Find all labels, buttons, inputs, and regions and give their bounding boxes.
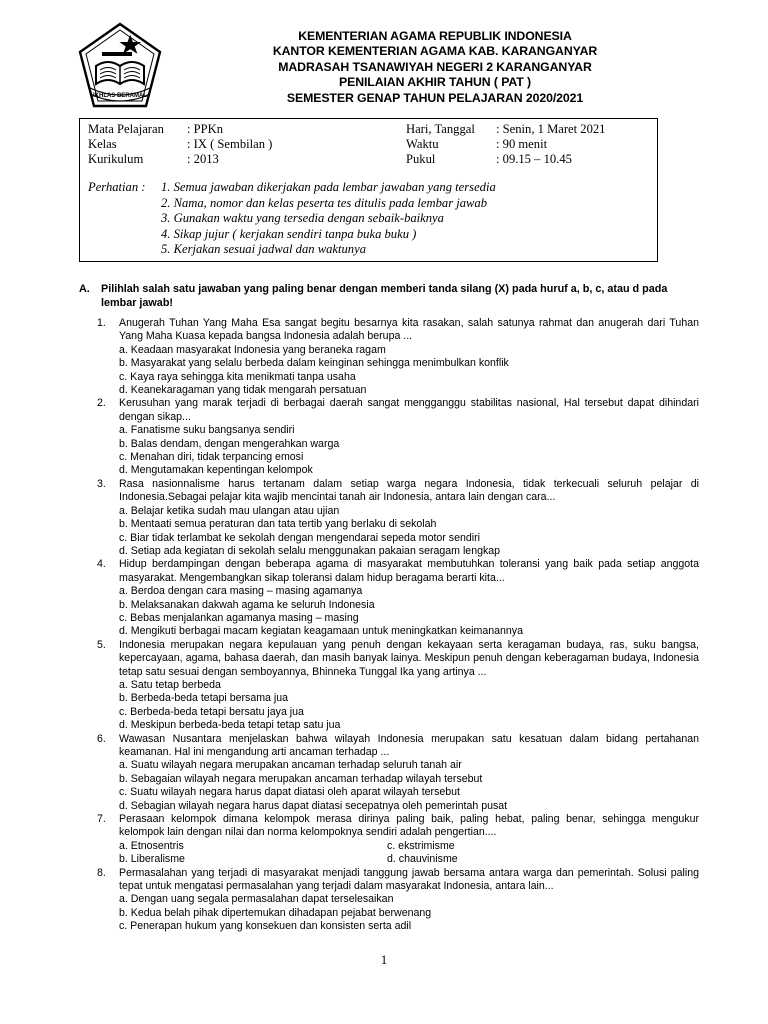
exam-info-box <box>79 118 658 262</box>
header-semester: SEMESTER GENAP TAHUN PELAJARAN 2020/2021 <box>286 90 584 105</box>
header-office: KANTOR KEMENTERIAN AGAMA KAB. KARANGANYAR <box>272 44 598 59</box>
option-b: b. Liberalisme <box>119 853 185 866</box>
option-a: a. Etnosentris <box>119 839 184 852</box>
option-c: c. Menahan diri, tidak terpancing emosi <box>119 451 304 464</box>
option-b: b. Berbeda-beda tetapi bersama jua <box>119 692 289 705</box>
question-number: 5. <box>97 638 106 651</box>
logo-motto: IKHLAS BERAMAL <box>93 93 147 99</box>
option-c: c. Suatu wilayah negara harus dapat diatasi oleh aparat wilayah tersebut <box>119 786 460 799</box>
instruction-item: 1. Semua jawaban dikerjakan pada lembar jawaban yang tersedia <box>161 180 496 194</box>
option-b: b. Kedua belah pihak dipertemukan dihadapan pejabat berwenang <box>119 906 432 919</box>
option-c: c. Biar tidak terlambat ke sekolah dengan mengendarai sepeda motor sendiri <box>119 531 480 544</box>
option-grid <box>119 840 699 867</box>
option-d: d. Meskipun berbeda-beda tetapi tetap satu jua <box>119 719 341 732</box>
question-text: Anugerah Tuhan Yang Maha Esa sangat begitu besarnya kita rasakan, salah satunya rahmat dan anugerah dari Tuhan Yang Maha Kuasa kepada bangsa Indonesia adalah berupa ... <box>119 317 699 343</box>
time-label: Pukul <box>406 152 436 166</box>
subject-value: : PPKn <box>187 122 224 136</box>
header-ministry: KEMENTERIAN AGAMA REPUBLIK INDONESIA <box>298 29 572 43</box>
duration-value: : 90 menit <box>496 137 548 151</box>
question-number: 8. <box>97 866 106 879</box>
option-d: d. Setiap ada kegiatan di sekolah selalu menggunakan pakaian seragam lengkap <box>119 544 501 557</box>
question-list <box>97 317 699 934</box>
kemenag-emblem-icon <box>76 22 164 110</box>
question-7 <box>97 813 699 867</box>
option-a: a. Belajar ketika sudah mau ulangan atau ujian <box>119 504 340 517</box>
section-letter: A. <box>79 283 90 295</box>
question-number: 6. <box>97 732 106 745</box>
instruction-item: 5. Kerjakan sesuai jadwal dan waktunya <box>161 242 366 256</box>
class-label: Kelas <box>88 137 117 151</box>
option-c: c. Penerapan hukum yang konsekuen dan konsisten serta adil <box>119 920 412 933</box>
instruction-item: 4. Sikap jujur ( kerjakan sendiri tanpa buka buku ) <box>161 226 417 241</box>
option-c: c. ekstrimisme <box>387 839 455 852</box>
question-text: Wawasan Nusantara menjelaskan bahwa wilayah Indonesia merupakan satu kesatuan dalam bidang pertahanan keamanan. Hal ini mengandung arti ancaman terhadap ... <box>119 732 699 758</box>
option-c: c. Kaya raya sehingga kita menikmati tanpa usaha <box>119 370 356 383</box>
class-value: : IX ( Sembilan ) <box>187 137 273 151</box>
question-text: Perasaan kelompok dimana kelompok merasa dirinya paling baik, paling hebat, paling benar, sehingga mengukur kelompok lain dengan nilai dan norma kelompoknya sendiri adalah pengertian.... <box>119 813 699 839</box>
question-text: Indonesia merupakan negara kepulauan yang penuh dengan kekayaan serta keragaman budaya, ras, suku bangsa, kepercayaan, agama, bahasa daerah, dan masih banyak lainya. Meskipun penuh dengan keberagaman budaya, Indonesia tetap satu sesuai dengan semboyannya, Bhinneka Tunggal Ika yang artinya ... <box>119 638 699 678</box>
question-number: 4. <box>97 558 106 571</box>
question-2 <box>97 397 699 477</box>
instructions-label: Perhatian : <box>88 180 146 194</box>
question-5 <box>97 639 699 733</box>
question-text: Permasalahan yang terjadi di masyarakat menjadi tanggung jawab bersama antara warga dan pemerintah. Solusi paling tepat untuk mengatasi permasalahan yang terjadi dalam masyarakat Indonesia, antara lain... <box>119 866 699 893</box>
header-school: MADRASAH TSANAWIYAH NEGERI 2 KARANGANYAR <box>278 59 592 74</box>
option-a: a. Suatu wilayah negara merupakan ancaman terhadap seluruh tanah air <box>119 759 462 772</box>
question-3 <box>97 478 699 558</box>
option-a: a. Fanatisme suku bangsanya sendiri <box>119 424 295 437</box>
time-value: : 09.15 – 10.45 <box>496 152 572 166</box>
header-exam: PENILAIAN AKHIR TAHUN ( PAT ) <box>338 75 531 90</box>
subject-label: Mata Pelajaran <box>88 122 164 136</box>
question-4 <box>97 558 699 638</box>
option-b: b. Melaksanakan dakwah agama ke seluruh Indonesia <box>119 598 375 611</box>
question-number: 2. <box>97 397 106 410</box>
question-text: Kerusuhan yang marak terjadi di berbagai daerah sangat mengganggu stabilitas nasional, Hal tersebut dapat dihindari dengan sikap... <box>119 397 699 423</box>
option-d: d. chauvinisme <box>387 853 458 866</box>
instruction-item: 2. Nama, nomor dan kelas peserta tes ditulis pada lembar jawab <box>161 195 488 210</box>
question-1 <box>97 317 699 397</box>
question-6 <box>97 733 699 813</box>
question-number: 7. <box>97 813 106 826</box>
section-instruction-text: Pilihlah salah satu jawaban yang paling benar dengan memberi tanda silang (X) pada huruf a, b, c, atau d pada lembar jawab! <box>101 283 668 309</box>
option-a: a. Berdoa dengan cara masing – masing agamanya <box>119 585 363 598</box>
duration-label: Waktu <box>406 137 439 151</box>
curriculum-label: Kurikulum <box>88 152 144 166</box>
option-c: c. Berbeda-beda tetapi bersatu jaya jua <box>119 705 304 718</box>
option-d: d. Sebagian wilayah negara harus dapat diatasi secepatnya oleh pemerintah pusat <box>119 799 508 812</box>
instruction-item: 3. Gunakan waktu yang tersedia dengan sebaik-baiknya <box>161 211 444 225</box>
option-a: a. Keadaan masyarakat Indonesia yang beraneka ragam <box>119 343 386 356</box>
question-text: Rasa nasionnalisme harus tertanam dalam setiap warga negara Indonesia, tidak terkecuali seluruh pelajar di Indonesia.Sebagai pelajar kita wajib mencintai tanah air Indonesia, antara lain dengan cara... <box>119 477 699 504</box>
option-d: d. Keanekaragaman yang tidak mengarah persatuan <box>119 384 367 397</box>
option-a: a. Satu tetap berbeda <box>119 678 221 691</box>
option-b: b. Sebagaian wilayah negara merupakan ancaman terhadap wilayah tersebut <box>119 772 483 785</box>
question-text: Hidup berdampingan dengan beberapa agama di masyarakat membutuhkan toleransi yang baik pada setiap anggota masyarakat. Mengembangkan sikap toleransi dalam hidup beragama berarti kita... <box>119 558 699 584</box>
option-b: b. Balas dendam, dengan mengerahkan warga <box>119 437 340 450</box>
option-d: d. Mengikuti berbagai macam kegiatan keagamaan untuk meningkatkan keimanannya <box>119 625 523 638</box>
option-b: b. Masyarakat yang selalu berbeda dalam keinginan sehingga menimbulkan konflik <box>119 357 509 370</box>
day-date-label: Hari, Tanggal <box>406 122 475 136</box>
day-date-value: : Senin, 1 Maret 2021 <box>496 122 606 136</box>
question-number: 1. <box>97 317 106 329</box>
page-number: 1 <box>380 953 388 967</box>
option-d: d. Mengutamakan kepentingan kelompok <box>119 464 313 477</box>
curriculum-value: : 2013 <box>187 152 219 166</box>
option-b: b. Mentaati semua peraturan dan tata tertib yang berlaku di sekolah <box>119 518 437 531</box>
document-header <box>200 29 670 106</box>
option-c: c. Bebas menjalankan agamanya masing – masing <box>119 611 359 624</box>
question-8 <box>97 867 699 934</box>
option-a: a. Dengan uang segala permasalahan dapat terselesaikan <box>119 893 394 906</box>
question-number: 3. <box>97 477 106 490</box>
